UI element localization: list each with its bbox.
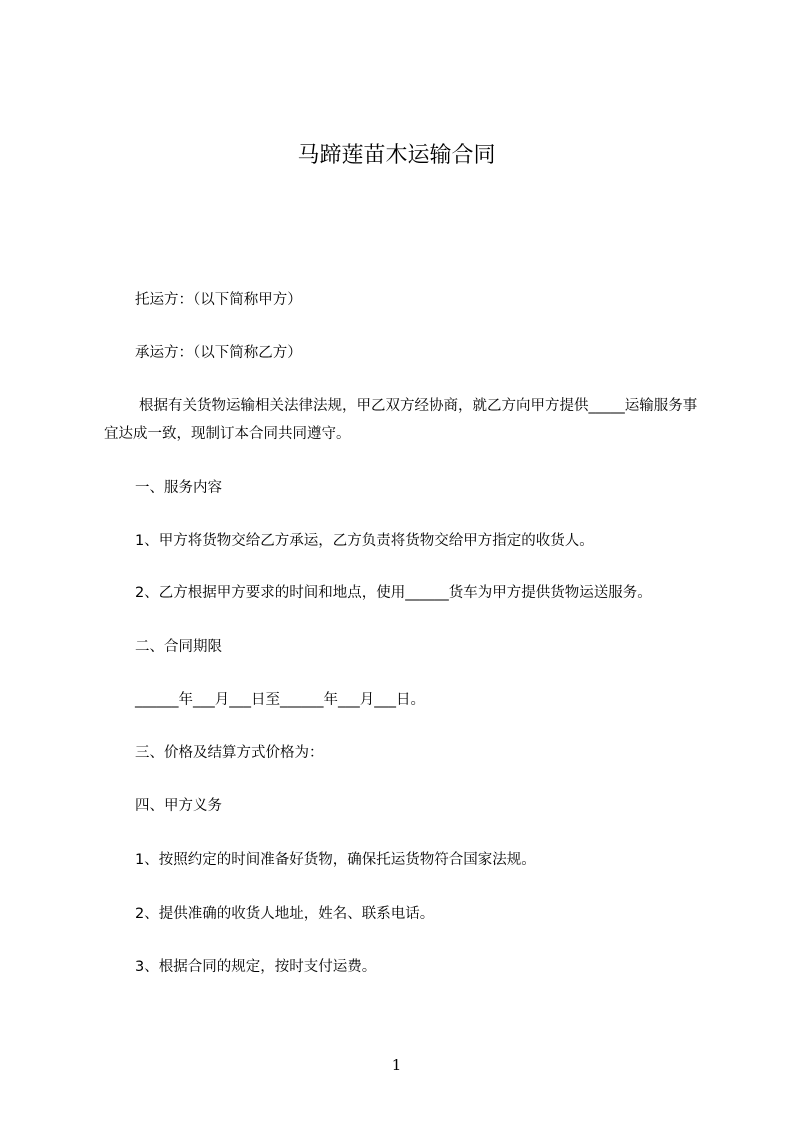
consignor-line: 托运方：（以下简称甲方） xyxy=(135,292,302,308)
obligation-item-2: 2、提供准确的收货人地址，姓名、联系电话。 xyxy=(135,906,435,922)
page-number: 1 xyxy=(391,1056,402,1074)
section-heading-price: 三、价格及结算方式价格为： xyxy=(135,745,324,761)
obligation-item-1: 1、按照约定的时间准备好货物，确保托运货物符合国家法规。 xyxy=(135,852,536,868)
section-heading-term: 二、合同期限 xyxy=(135,639,222,655)
service-item-2: 2、乙方根据甲方要求的时间和地点，使用______货车为甲方提供货物运送服务。 xyxy=(135,585,652,601)
service-item-1: 1、甲方将货物交给乙方承运，乙方负责将货物交给甲方指定的收货人。 xyxy=(135,533,594,549)
intro-paragraph: 根据有关货物运输相关法律法规，甲乙双方经协商，就乙方向甲方提供_____运输服务事宜达成一致，现制订本合同共同遵守。 xyxy=(104,398,698,442)
document-title: 马蹄莲苗木运输合同 xyxy=(297,143,496,168)
contract-term-line: ______年___月___日至______年___月___日。 xyxy=(135,692,425,708)
obligation-item-3: 3、根据合同的规定，按时支付运费。 xyxy=(135,959,377,975)
carrier-line: 承运方：（以下简称乙方） xyxy=(135,345,302,361)
section-heading-obligations: 四、甲方义务 xyxy=(135,798,222,814)
section-heading-service: 一、服务内容 xyxy=(135,480,222,496)
